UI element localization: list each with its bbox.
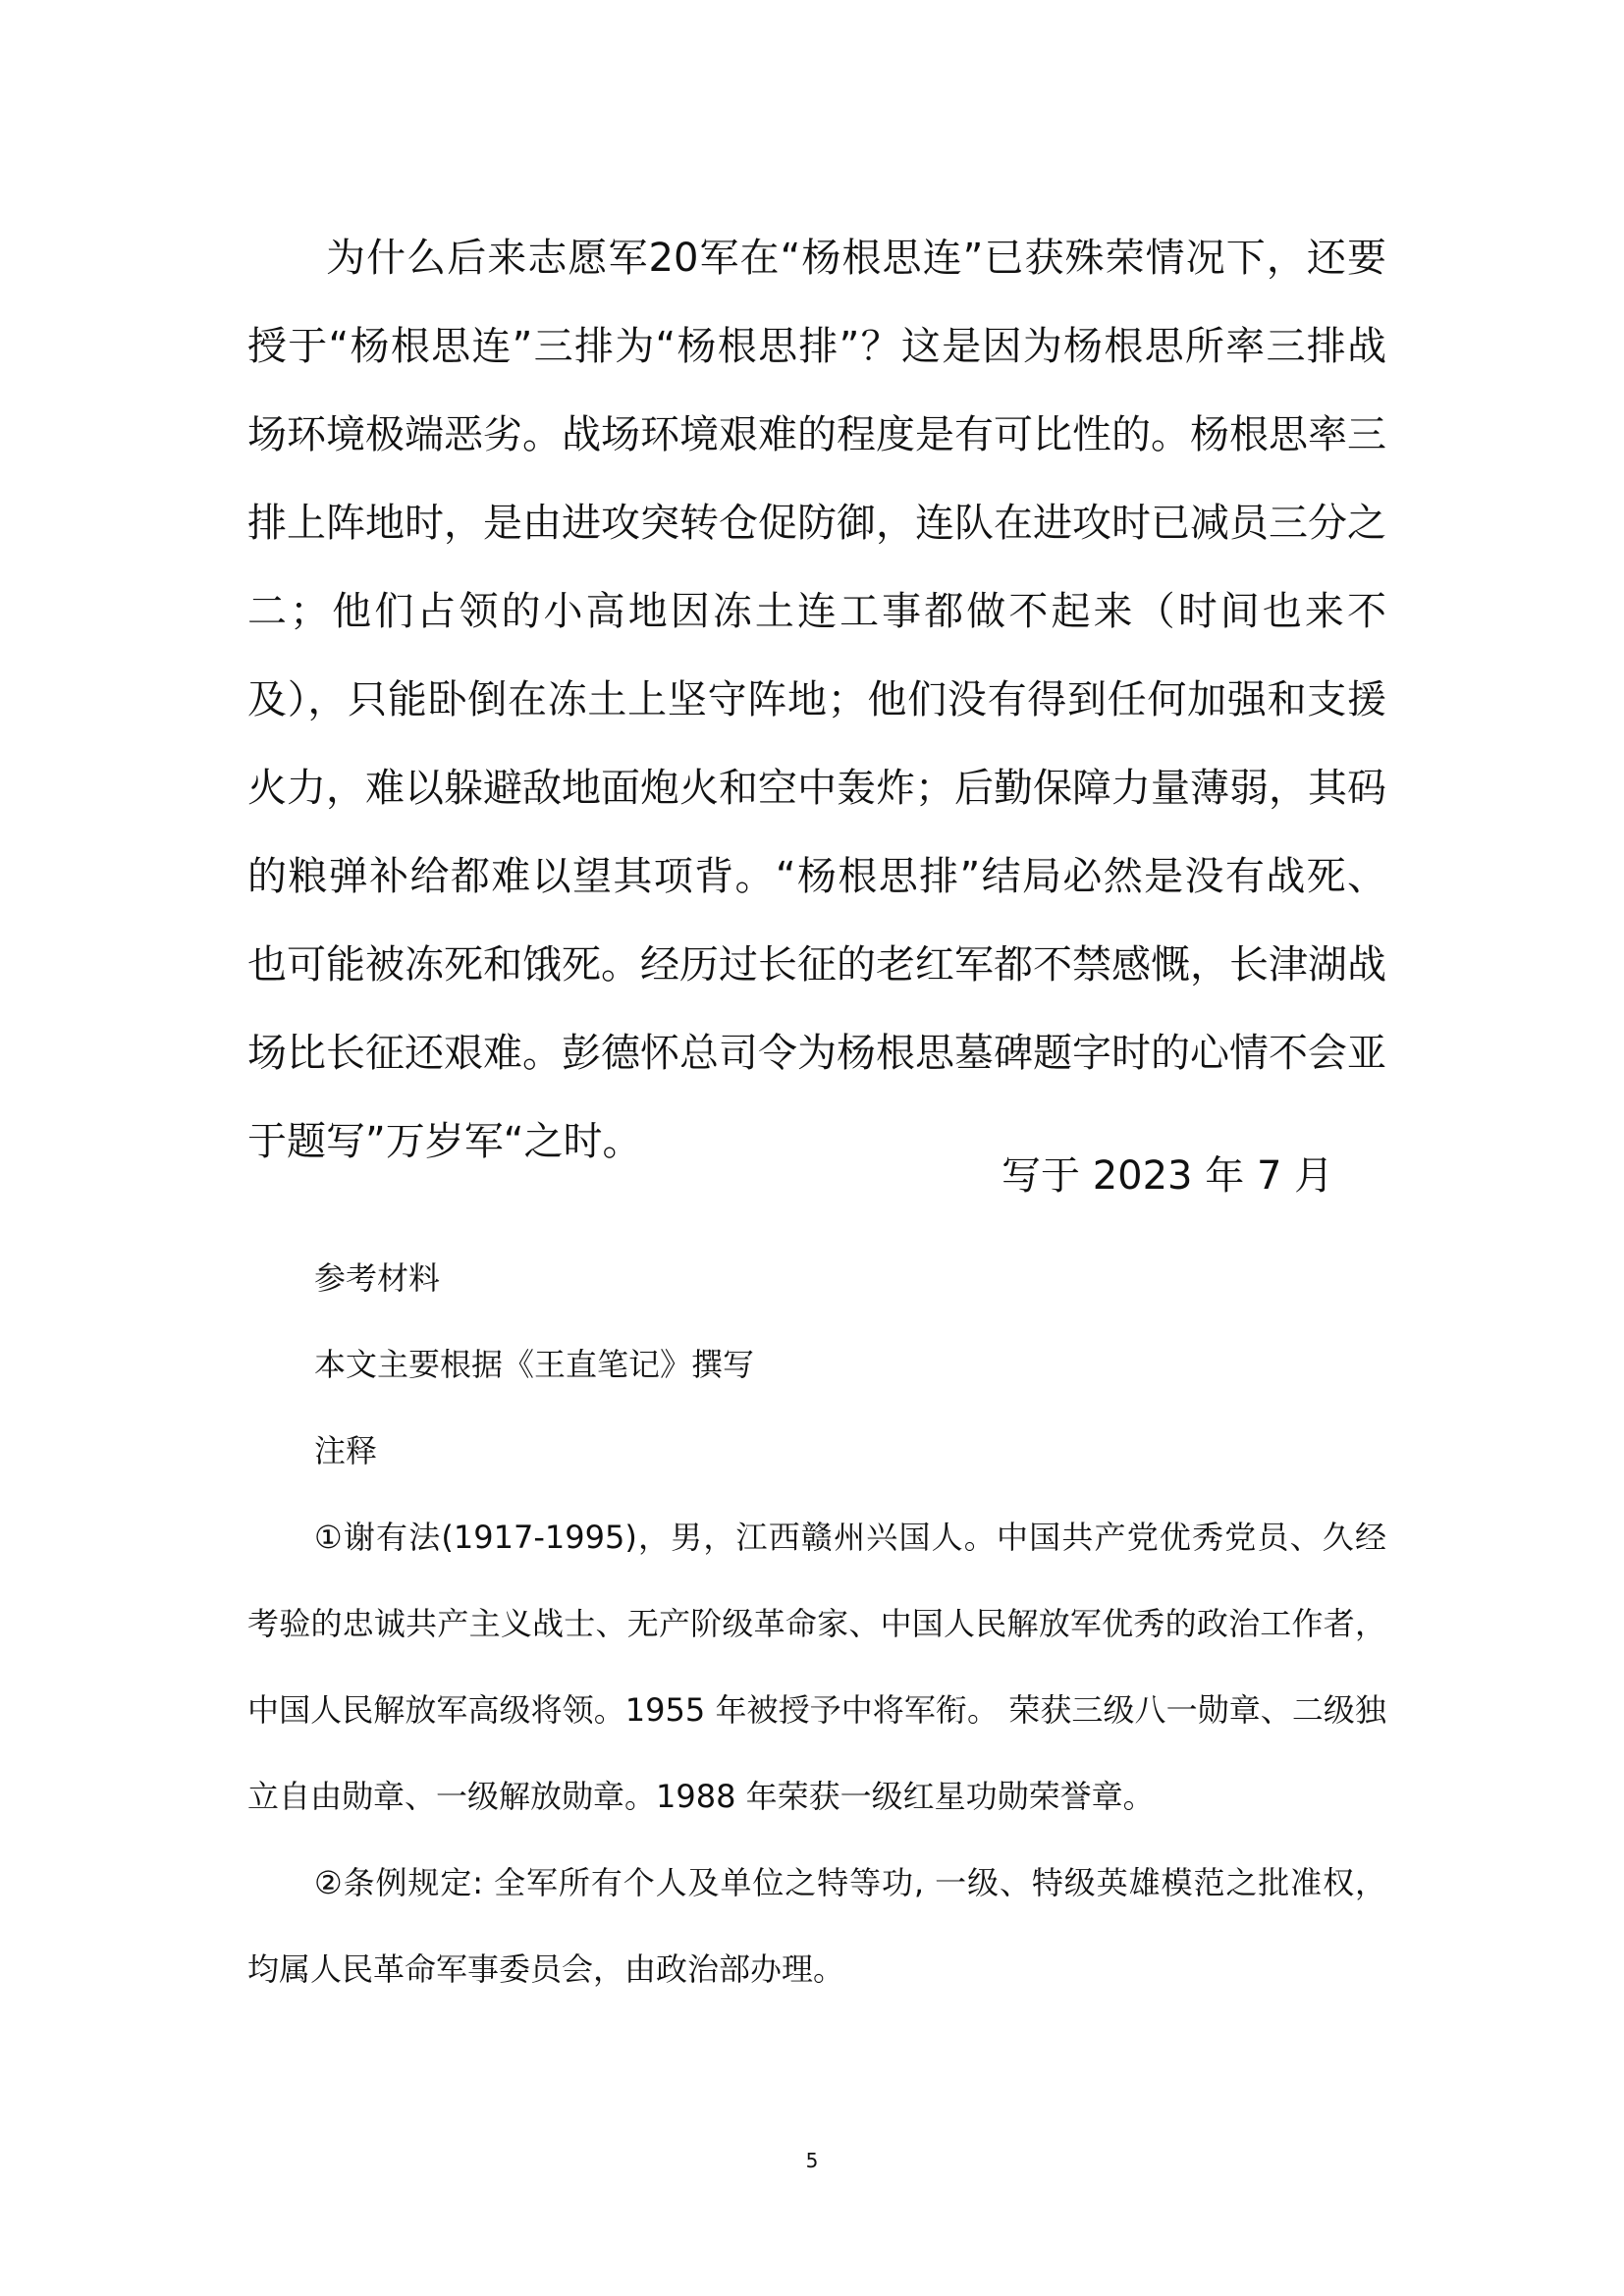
main-paragraph: 为什么后来志愿军20军在“杨根思连”已获殊荣情况下，还要授于“杨根思连”三排为“杨根思排”？这是因为杨根思所率三排战场环境极端恶劣。战场环境艰难的程度是有可比性的。杨根思率三排上阵地时，是由进攻突转仓促防御，连队在进攻时已减员三分之二；他们占领的小高地因冻土连工事都做不起来（时间也来不及），只能卧倒在冻土上坚守阵地；他们没有得到任何加强和支援火力，难以躲避敌地面炮火和空中轰炸；后勤保障力量薄弱，其码的粮弹补给都难以望其项背。“杨根思排”结局必然是没有战死、也可能被冻死和饿死。经历过长征的老红军都不禁感慨，长津湖战场比长征还艰难。彭德怀总司令为杨根思墓碑题字时的心情不会亚于题写”万岁军“之时。: [247, 236, 1386, 1164]
references-text: 本文主要根据《王直笔记》撰写: [314, 1346, 755, 1383]
signature-date: 写于 2023 年 7 月: [1001, 1153, 1334, 1199]
notes-heading: 注释: [314, 1432, 378, 1469]
note-1: ①谢有法(1917-1995)，男，江西赣州兴国人。中国共产党优秀党员、久经考验的忠诚共产主义战士、无产阶级革命家、中国人民解放军优秀的政治工作者，中国人民解放军高级将领。1955 年被授予中将军衔。 荣获三级八一勋章、二级独立自由勋章、一级解放勋章。1988 年荣获一级红星功勋荣誉章。: [247, 1519, 1386, 1815]
references-heading: 参考材料: [314, 1259, 441, 1297]
notes-section: [247, 1235, 1386, 2012]
note-2: ②条例规定: 全军所有个人及单位之特等功, 一级、特级英雄模范之批准权，均属人民革命军事委员会，由政治部办理。: [247, 1864, 1386, 1988]
page-number: 5: [805, 2149, 819, 2172]
